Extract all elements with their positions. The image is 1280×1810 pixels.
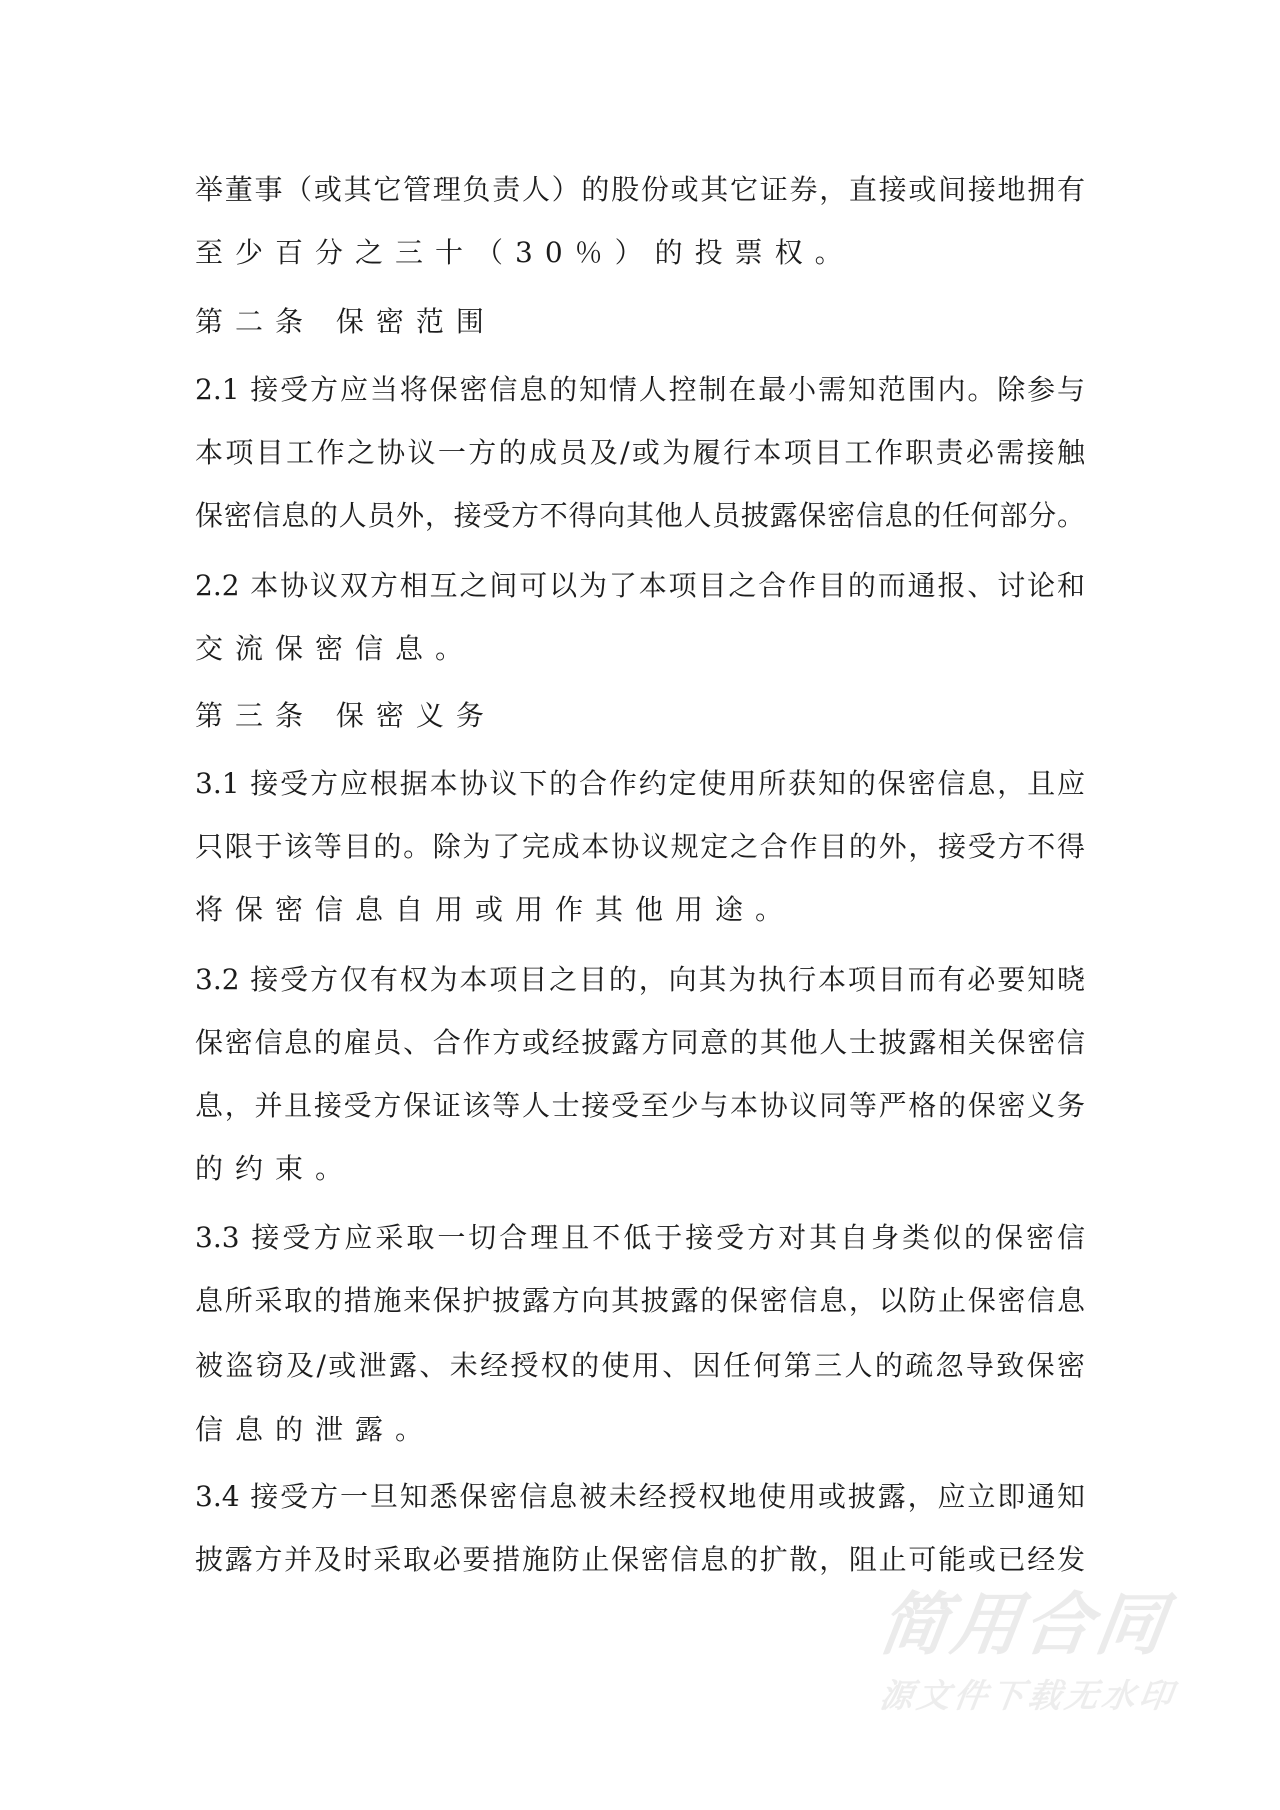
body-text-line: 披露方并及时采取必要措施防止保密信息的扩散，阻止可能或已经发 [195, 1543, 1085, 1576]
body-text-line: 3.4 接受方一旦知悉保密信息被未经授权地使用或披露，应立即通知 [195, 1480, 1085, 1513]
body-text-line: 保密信息的雇员、合作方或经披露方同意的其他人士披露相关保密信 [195, 1026, 1085, 1059]
watermark-brand: 简用合同 [874, 1586, 1174, 1665]
body-text-line: 2.2 本协议双方相互之间可以为了本项目之合作目的而通报、讨论和 [195, 569, 1085, 602]
body-text-line: 被盗窃及/或泄露、未经授权的使用、因任何第三人的疏忽导致保密 [195, 1349, 1085, 1382]
section-heading: 第二条 保密范围 [195, 305, 496, 338]
body-text-line: 举董事（或其它管理负责人）的股份或其它证券，直接或间接地拥有 [195, 173, 1085, 206]
body-text-line: 3.3 接受方应采取一切合理且不低于接受方对其自身类似的保密信 [195, 1221, 1085, 1254]
body-text-line: 3.2 接受方仅有权为本项目之目的，向其为执行本项目而有必要知晓 [195, 963, 1085, 996]
body-text-line: 3.1 接受方应根据本协议下的合作约定使用所获知的保密信息，且应 [195, 767, 1085, 800]
body-text-line: 的约束。 [195, 1152, 356, 1185]
body-text-line: 本项目工作之协议一方的成员及/或为履行本项目工作职责必需接触 [195, 436, 1085, 469]
body-text-line: 将保密信息自用或用作其他用途。 [195, 893, 796, 926]
watermark [874, 1586, 1200, 1718]
body-text-line: 信息的泄露。 [195, 1413, 436, 1446]
body-text-line: 2.1 接受方应当将保密信息的知情人控制在最小需知范围内。除参与 [195, 373, 1085, 406]
body-text-line: 只限于该等目的。除为了完成本协议规定之合作目的外，接受方不得 [195, 830, 1085, 863]
section-heading: 第三条 保密义务 [195, 699, 496, 732]
body-text-line: 保密信息的人员外，接受方不得向其他人员披露保密信息的任何部分。 [195, 499, 1085, 532]
body-text-line: 至少百分之三十（30％）的投票权。 [195, 236, 855, 269]
body-text-line: 息所采取的措施来保护披露方向其披露的保密信息，以防止保密信息 [195, 1284, 1085, 1317]
body-text-line: 交流保密信息。 [195, 632, 476, 665]
watermark-tagline: 源文件下载无水印 [877, 1676, 1179, 1715]
body-text-line: 息，并且接受方保证该等人士接受至少与本协议同等严格的保密义务 [195, 1089, 1085, 1122]
